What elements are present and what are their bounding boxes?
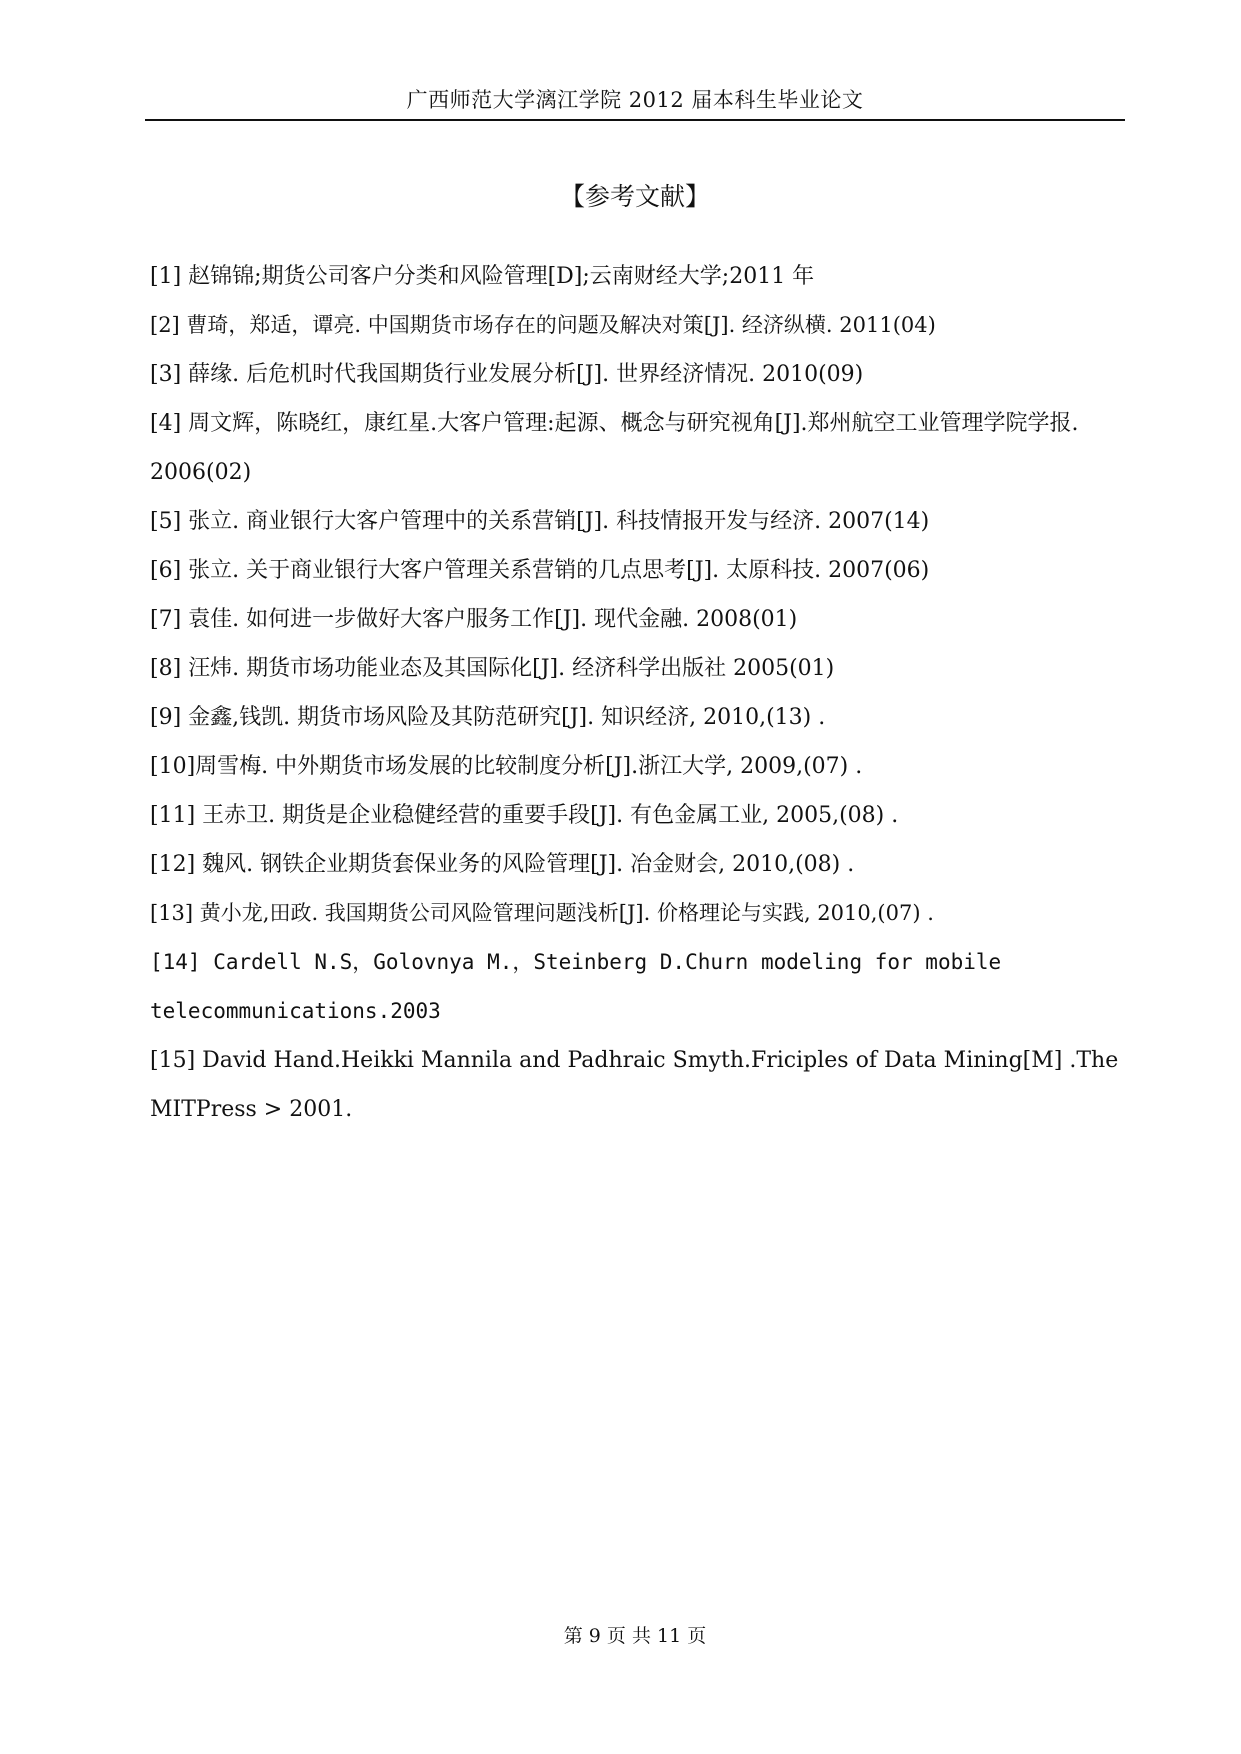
reference-item-5: [5] 张立. 商业银行大客户管理中的关系营销[J]. 科技情报开发与经济. 2007(14) [150, 509, 930, 534]
reference-item-15: [15] David Hand.Heikki Mannila and Padhraic Smyth.Friciples of Data Mining[M] .The MITPress > 2001. [150, 1048, 1119, 1122]
reference-item-11: [11] 王赤卫. 期货是企业稳健经营的重要手段[J]. 有色金属工业, 2005,(08) . [150, 803, 899, 828]
reference-item-2: [2] 曹琦，郑适，谭亮. 中国期货市场存在的问题及解决对策[J]. 经济纵横. 2011(04) [150, 313, 936, 337]
reference-item-13: [13] 黄小龙,田政. 我国期货公司风险管理问题浅析[J]. 价格理论与实践, 2010,(07) . [150, 901, 934, 925]
reference-item-8: [8] 汪炜. 期货市场功能业态及其国际化[J]. 经济科学出版社 2005(01) [150, 656, 835, 681]
reference-item-12: [12] 魏风. 钢铁企业期货套保业务的风险管理[J]. 冶金财会, 2010,(08) . [150, 852, 855, 877]
reference-item-14: [14] Cardell N.S，Golovnya M.，Steinberg D.Churn modeling for mobile telecommunications.2003 [150, 950, 1002, 1023]
reference-item-7: [7] 袁佳. 如何进一步做好大客户服务工作[J]. 现代金融. 2008(01) [150, 607, 798, 632]
reference-item-3: [3] 薛缘. 后危机时代我国期货行业发展分析[J]. 世界经济情况. 2010(09) [150, 362, 864, 387]
references-heading: 【参考文献】 [559, 182, 710, 211]
reference-item-10: [10]周雪梅. 中外期货市场发展的比较制度分析[J].浙江大学, 2009,(07) . [150, 754, 863, 779]
reference-item-9: [9] 金鑫,钱凯. 期货市场风险及其防范研究[J]. 知识经济, 2010,(13) . [150, 705, 826, 730]
reference-item-4: [4] 周文辉，陈晓红，康红星.大客户管理:起源、概念与研究视角[J].郑州航空工业管理学院学报. 2006(02) [150, 411, 1079, 485]
page-number-footer: 第 9 页 共 11 页 [563, 1625, 707, 1647]
page-header-title: 广西师范大学漓江学院 2012 届本科生毕业论文 [406, 88, 864, 112]
reference-item-1: [1] 赵锦锦;期货公司客户分类和风险管理[D];云南财经大学;2011 年 [150, 264, 815, 289]
reference-list [150, 252, 1130, 1134]
header-divider [145, 119, 1125, 121]
reference-item-6: [6] 张立. 关于商业银行大客户管理关系营销的几点思考[J]. 太原科技. 2007(06) [150, 558, 930, 583]
